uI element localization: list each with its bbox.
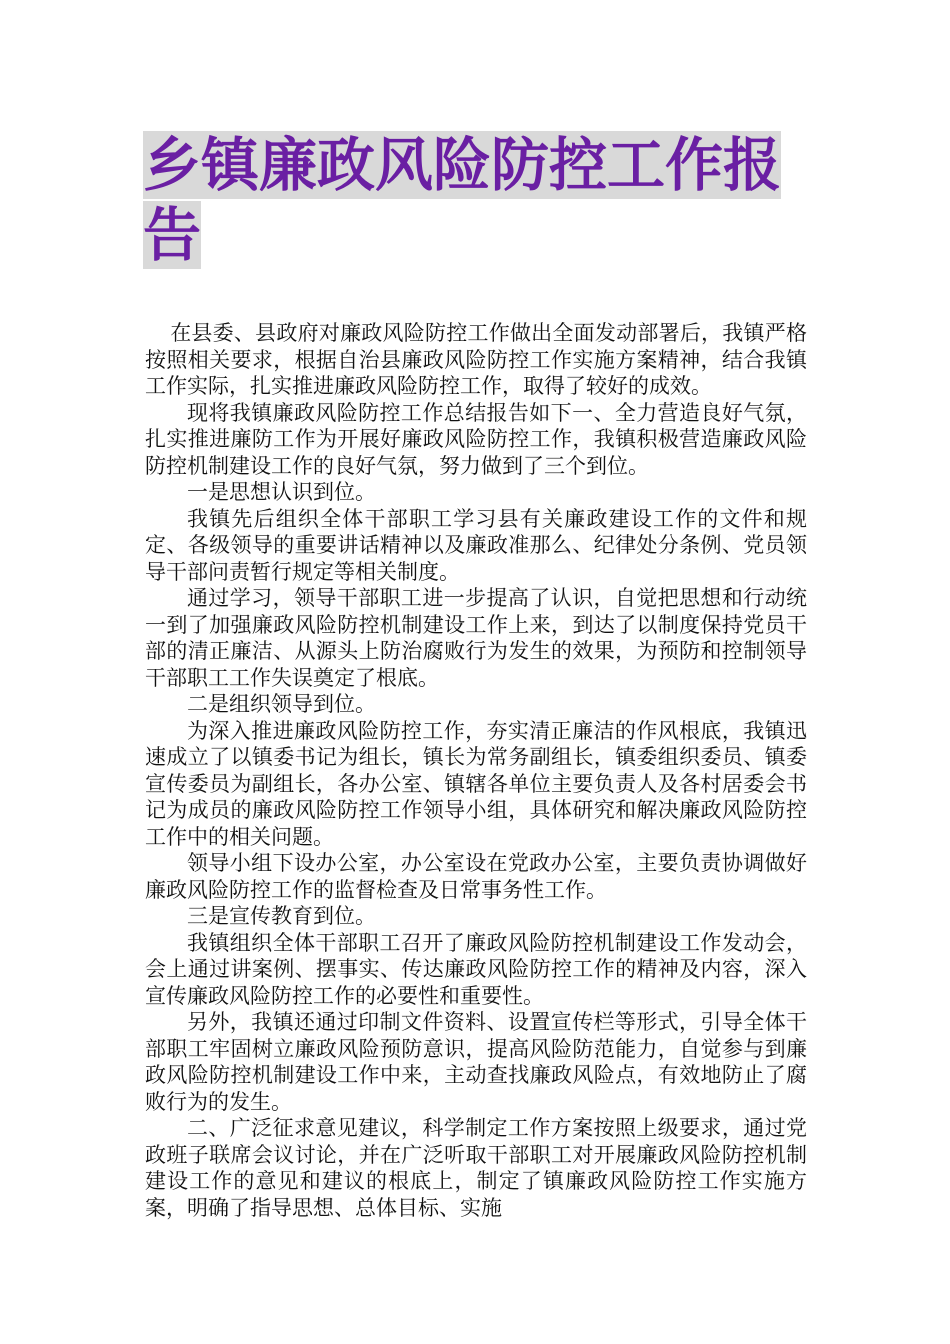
document-body (145, 320, 807, 1221)
paragraph: 一是思想认识到位。 (187, 480, 376, 504)
document-title-text: 乡镇廉政风险防控工作报告 (143, 131, 782, 269)
paragraph: 领导小组下设办公室，办公室设在党政办公室，主要负责协调做好廉政风险防控工作的监督检查及日常事务性工作。 (145, 851, 807, 902)
paragraph: 我镇先后组织全体干部职工学习县有关廉政建设工作的文件和规定、各级领导的重要讲话精神以及廉政准那么、纪律处分条例、党员领导干部问责暂行规定等相关制度。 (145, 506, 807, 584)
paragraph: 二、广泛征求意见建议，科学制定工作方案按照上级要求，通过党政班子联席会议讨论，并在广泛听取干部职工对开展廉政风险防控机制建设工作的意见和建议的根底上，制定了镇廉政风险防控工作实施方案，明确了指导思想、总体目标、实施 (145, 1116, 807, 1220)
paragraph: 另外，我镇还通过印制文件资料、设置宣传栏等形式，引导全体干部职工牢固树立廉政风险预防意识，提高风险防范能力，自觉参与到廉政风险防控机制建设工作中来，主动查找廉政风险点，有效地防止了腐败行为的发生。 (145, 1010, 807, 1114)
paragraph: 二是组织领导到位。 (187, 692, 376, 716)
paragraph: 我镇组织全体干部职工召开了廉政风险防控机制建设工作发动会，会上通过讲案例、摆事实、传达廉政风险防控工作的精神及内容，深入宣传廉政风险防控工作的必要性和重要性。 (145, 930, 807, 1008)
paragraph: 三是宣传教育到位。 (187, 904, 376, 928)
paragraph: 在县委、县政府对廉政风险防控工作做出全面发动部署后，我镇严格按照相关要求，根据自治县廉政风险防控工作实施方案精神，结合我镇工作实际，扎实推进廉政风险防控工作，取得了较好的成效。 (145, 321, 807, 398)
paragraph: 现将我镇廉政风险防控工作总结报告如下一、全力营造良好气氛，扎实推进廉防工作为开展好廉政风险防控工作，我镇积极营造廉政风险防控机制建设工作的良好气氛，努力做到了三个到位。 (145, 400, 807, 478)
document-title (143, 130, 823, 270)
paragraph: 通过学习，领导干部职工进一步提高了认识，自觉把思想和行动统一到了加强廉政风险防控机制建设工作上来，到达了以制度保持党员干部的清正廉洁、从源头上防治腐败行为发生的效果，为预防和控制领导干部职工工作失误奠定了根底。 (145, 586, 807, 690)
paragraph: 为深入推进廉政风险防控工作，夯实清正廉洁的作风根底，我镇迅速成立了以镇委书记为组长，镇长为常务副组长，镇委组织委员、镇委宣传委员为副组长，各办公室、镇辖各单位主要负责人及各村居委会书记为成员的廉政风险防控工作领导小组，具体研究和解决廉政风险防控工作中的相关问题。 (145, 718, 807, 849)
